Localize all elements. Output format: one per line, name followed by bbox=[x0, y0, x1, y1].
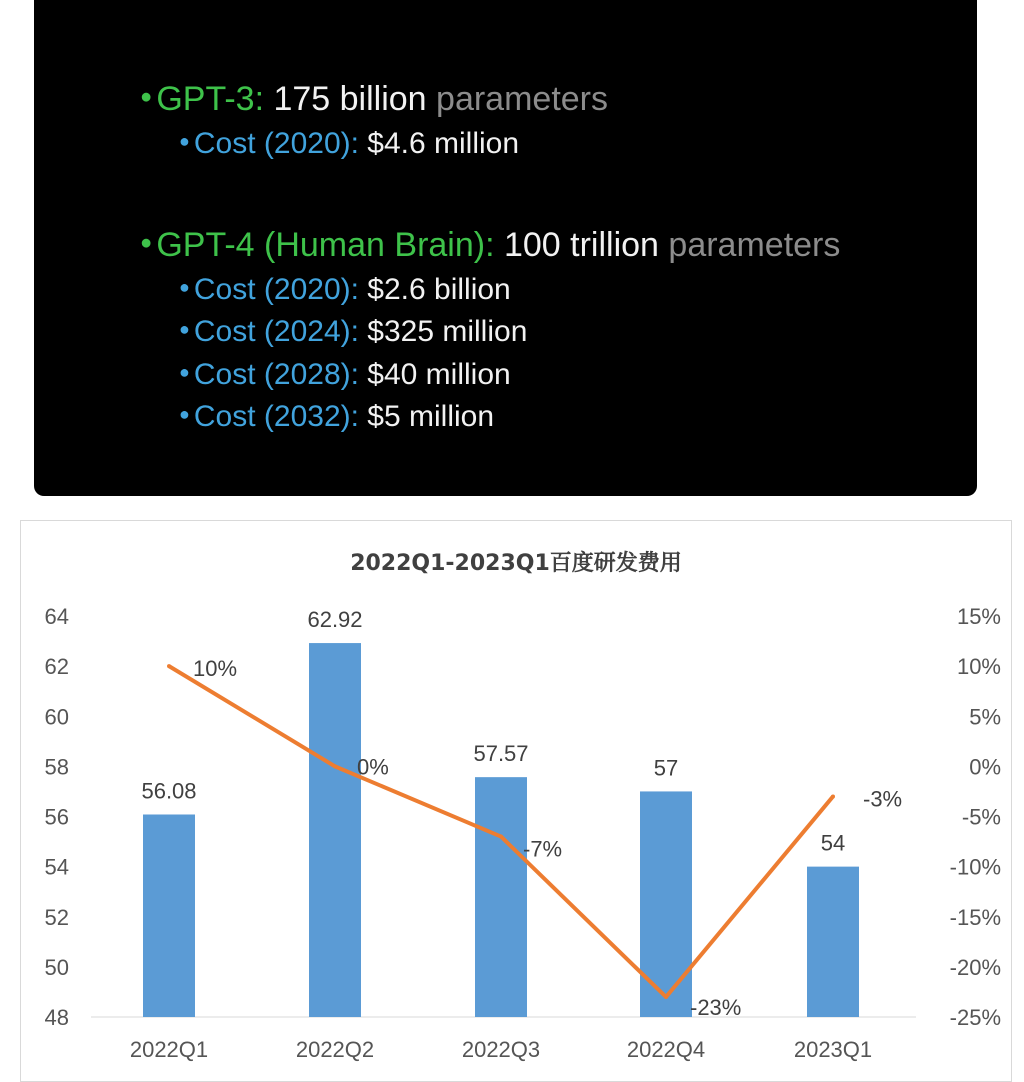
bullet-value: $4.6 million bbox=[358, 127, 520, 160]
chart-title: 2022Q1-2023Q1百度研发费用 bbox=[350, 551, 682, 576]
bullet-label: GPT-3: bbox=[156, 80, 265, 118]
y-left-tick-label: 64 bbox=[44, 604, 69, 629]
sub-bullet-item bbox=[179, 127, 519, 161]
y-left-tick-label: 60 bbox=[44, 704, 69, 730]
y-right-tick-label: 10% bbox=[956, 654, 1001, 680]
y-right-tick-label: -20% bbox=[949, 954, 1001, 980]
bar-data-label: 62.92 bbox=[307, 607, 363, 633]
bullet-dot-icon: ● bbox=[179, 361, 190, 382]
bar-data-label: 54 bbox=[820, 830, 846, 856]
y-right-tick-label: 5% bbox=[969, 704, 1001, 730]
line-data-label: -23% bbox=[690, 994, 742, 1020]
bullet-value: $40 million bbox=[358, 358, 511, 391]
x-tick-label: 2022Q2 bbox=[295, 1037, 375, 1062]
line-data-label: 10% bbox=[193, 656, 238, 682]
bullet-item bbox=[140, 226, 840, 265]
line-data-label: -7% bbox=[523, 836, 563, 862]
y-left-tick-label: 54 bbox=[44, 854, 69, 880]
sub-bullet-item bbox=[179, 273, 511, 307]
y-right-tick-label: -10% bbox=[949, 854, 1001, 880]
bullet-label: Cost (2020): bbox=[193, 273, 359, 306]
bullet-value: $5 million bbox=[358, 400, 495, 433]
bullet-value: 100 trillion bbox=[494, 226, 659, 264]
bar bbox=[640, 791, 692, 1017]
y-left-tick-label: 56 bbox=[44, 804, 69, 830]
bullet-dot-icon: ● bbox=[179, 403, 190, 424]
bullet-dot-icon: ● bbox=[179, 318, 190, 339]
y-right-tick-label: -15% bbox=[949, 904, 1001, 930]
bullet-value: $2.6 billion bbox=[358, 273, 511, 306]
bullet-dot-icon: ● bbox=[179, 276, 190, 297]
y-left-tick-label: 62 bbox=[44, 654, 69, 680]
bullet-label: Cost (2028): bbox=[193, 358, 359, 391]
line-point bbox=[499, 835, 503, 839]
bullet-label: Cost (2020): bbox=[193, 127, 359, 160]
x-tick-label: 2022Q3 bbox=[461, 1037, 541, 1062]
bar-data-label: 57 bbox=[653, 755, 679, 781]
y-left-tick-label: 58 bbox=[44, 754, 69, 780]
line-point bbox=[831, 794, 835, 798]
bullet-item bbox=[140, 80, 608, 119]
bar bbox=[143, 814, 195, 1017]
x-tick-label: 2022Q4 bbox=[626, 1037, 706, 1062]
bullet-dot-icon: ● bbox=[140, 85, 153, 108]
y-right-tick-label: 0% bbox=[969, 754, 1001, 780]
bullet-label: Cost (2024): bbox=[193, 315, 359, 348]
chart-card bbox=[20, 520, 1012, 1082]
line-point bbox=[333, 764, 337, 768]
line-point bbox=[167, 664, 171, 668]
y-left-tick-label: 52 bbox=[44, 904, 69, 930]
y-right-tick-label: 15% bbox=[956, 604, 1001, 629]
combo-chart bbox=[21, 521, 1011, 1081]
bullet-value: 175 billion bbox=[264, 80, 427, 118]
x-tick-label: 2022Q1 bbox=[129, 1037, 209, 1062]
sub-bullet-item bbox=[179, 400, 494, 434]
bullet-dot-icon: ● bbox=[179, 130, 190, 151]
bar bbox=[807, 867, 859, 1017]
line-data-label: -3% bbox=[863, 786, 903, 812]
slide-panel bbox=[34, 0, 977, 496]
y-left-tick-label: 48 bbox=[44, 1005, 69, 1030]
bullet-label: Cost (2032): bbox=[193, 400, 359, 433]
bullet-label: GPT-4 (Human Brain): bbox=[156, 226, 495, 264]
bullet-value: $325 million bbox=[358, 315, 528, 348]
line-data-label: 0% bbox=[357, 754, 389, 780]
bar-data-label: 56.08 bbox=[141, 778, 197, 804]
y-right-tick-label: -5% bbox=[961, 804, 1001, 830]
bar bbox=[309, 643, 361, 1017]
bar bbox=[475, 777, 527, 1017]
line-point bbox=[664, 995, 668, 999]
sub-bullet-item bbox=[179, 315, 527, 349]
x-tick-label: 2023Q1 bbox=[793, 1037, 873, 1062]
bar-data-label: 57.57 bbox=[473, 741, 529, 767]
y-left-tick-label: 50 bbox=[44, 954, 69, 980]
bullet-suffix: parameters bbox=[426, 80, 608, 118]
sub-bullet-item bbox=[179, 358, 511, 392]
bullet-dot-icon: ● bbox=[140, 231, 153, 254]
y-right-tick-label: -25% bbox=[949, 1005, 1001, 1030]
bullet-suffix: parameters bbox=[658, 226, 841, 264]
